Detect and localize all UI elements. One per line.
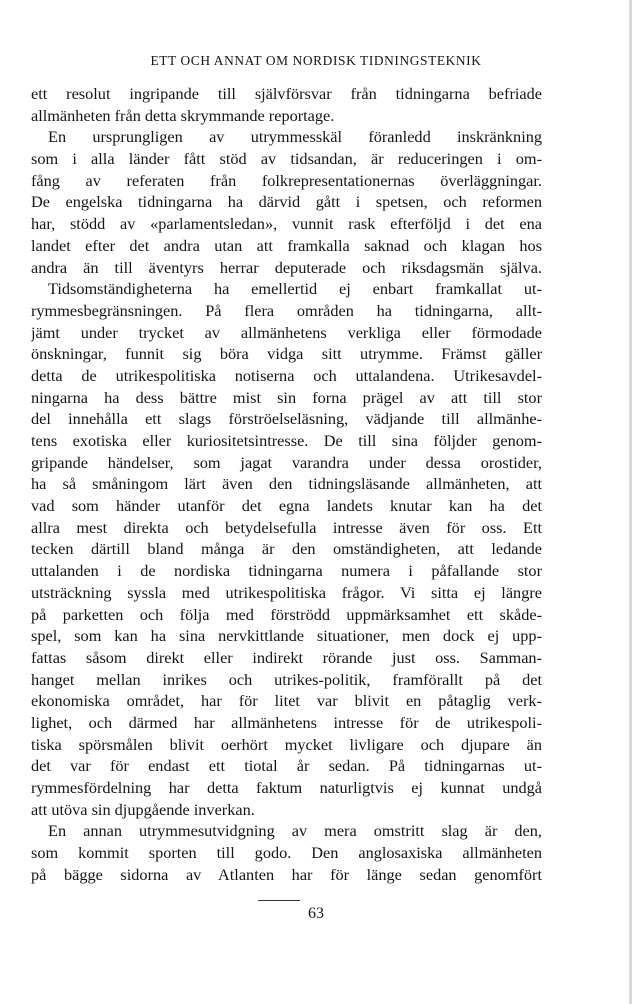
text-line: De engelska tidningarna ha därvid gått i spetsen, och reformen [31,192,542,212]
text-line: allra mest direkta och betydelsefulla intresse även för oss. Ett [31,517,542,537]
text-line: utsträckning syssla med utrikespolitiska frågor. Vi sitta ej längre [31,582,542,602]
text-line: har, stödd av «parlamentsledan», vunnit rask efterföljd i det ena [31,214,542,234]
body-text [31,83,542,885]
text-line: som kommit sporten till godo. Den anglosaxiska allmänheten [31,843,542,863]
text-line: rymmesfördelning har detta faktum naturligtvis ej kunnat undgå [31,778,542,797]
text-line: ningarna ha dess bättre mist sin forna prägel av att till stor [31,387,542,407]
text-line: ha så småningom lärt även den tidningsläsande allmänheten, att [31,474,542,494]
text-line: på bägge sidorna av Atlanten har för länge sedan genomfört [31,864,542,884]
text-line: tiska spörsmålen blivit oerhört mycket livligare och djupare än [31,734,542,754]
text-line: lighet, och därmed har allmänhetens intresse för de utrikespoli- [31,712,542,732]
text-line: En annan utrymmesutvidgning av mera omstritt slag är den, [48,821,542,841]
text-line: ett resolut ingripande till självförsvar från tidningarna befriade [31,84,542,103]
text-line: som i alla länder fått stöd av tidsandan, är reduceringen i om- [31,149,542,169]
text-line: spel, som kan ha sina nervkittlande situationer, men dock ej upp- [31,626,542,646]
text-line: En ursprungligen av utrymmesskäl föranledd inskränkning [48,127,542,147]
text-line: fattas såsom direkt eller indirekt rörande just oss. Samman- [31,647,542,667]
text-line: hanget mellan inrikes och utrikes-politik, framförallt på det [31,669,542,689]
text-line: landet efter det andra utan att framkalla saknad och klagan hos [31,235,542,255]
text-line: detta de utrikespolitiska notiserna och uttalandena. Utrikesavdel- [31,365,542,385]
text-line: önskningar, funnit sig böra vidga sitt utrymme. Främst gäller [31,344,542,364]
text-line: vad som händer utanför det egna landets knutar kan ha det [31,496,542,516]
text-line: gripande händelser, som jagat varandra under dessa orostider, [31,452,542,472]
text-line: Tidsomständigheterna ha emellertid ej enbart framkallat ut- [48,279,542,299]
folio-rule [258,900,300,901]
text-line: fång av referaten från folkrepresentationernas överläggningar. [31,170,542,190]
running-head: ETT OCH ANNAT OM NORDISK TIDNINGSTEKNIK [150,53,482,68]
text-line: uttalanden i de nordiska tidningarna numera i påfallande stor [31,561,542,581]
text-line: ekonomiska området, har för litet var blivit en påtaglig verk- [31,691,542,711]
text-line: rymmesbegränsningen. På flera områden ha tidningarna, allt- [31,300,542,320]
text-line: allmänheten från detta skrymmande reportage. [31,105,335,125]
page-number: 63 [308,905,324,922]
text-line: jämt under trycket av allmänhetens verkliga eller förmodade [31,322,542,342]
text-line: tecken därtill bland många är den omständigheten, att ledande [31,539,542,559]
text-line: att utöva sin djupgående inverkan. [31,799,255,819]
text-line: del innehålla ett slags förströelseläsning, vädjande till allmänhe- [31,409,542,429]
text-line: andra än till äventyrs herrar deputerade och riksdagsmän själva. [31,257,542,277]
text-line: det var för endast ett tiotal år sedan. På tidningarnas ut- [31,756,542,776]
text-line: tens exotiska eller kuriositetsintresse. De till sina följder genom- [31,431,542,450]
text-line: på parketten och följa med förströdd uppmärksamhet ett skåde- [31,604,542,624]
